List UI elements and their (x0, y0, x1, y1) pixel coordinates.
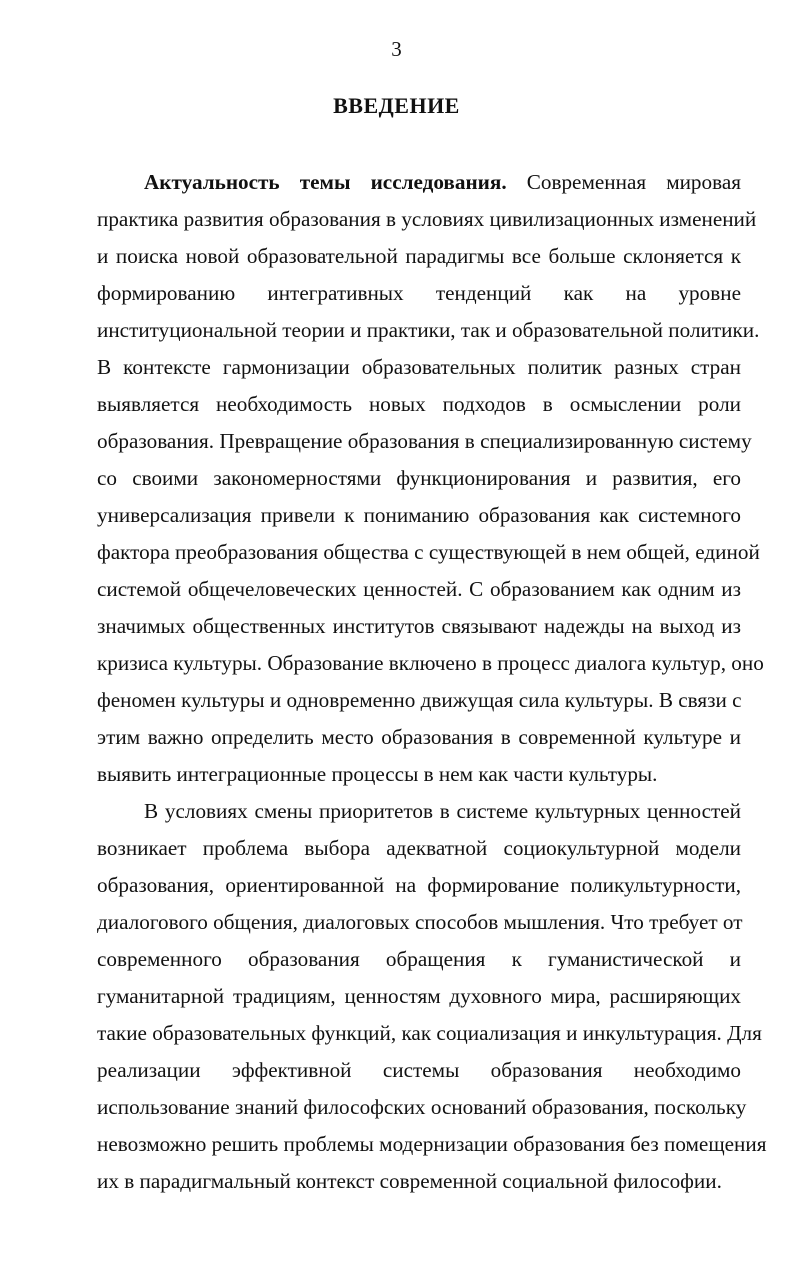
paragraph-line: образования, ориентированной на формирование поликультурности, (97, 873, 741, 897)
paragraph-line: фактора преобразования общества с существующей в нем общей, единой (97, 540, 760, 564)
page-title: ВВЕДЕНИЕ (333, 93, 460, 118)
paragraph-line: системой общечеловеческих ценностей. С образованием как одним из (97, 577, 741, 601)
paragraph-line: реализации эффективной системы образования необходимо (97, 1058, 741, 1082)
paragraph-line: и поиска новой образовательной парадигмы все больше склоняется к (97, 244, 741, 268)
paragraph-line: формированию интегративных тенденций как на уровне (97, 281, 741, 305)
paragraph-line: их в парадигмальный контекст современной социальной философии. (97, 1169, 722, 1193)
paragraph-line: использование знаний философских оснований образования, поскольку (97, 1095, 747, 1119)
paragraph-relevance (97, 164, 764, 793)
paragraph-line: этим важно определить место образования в современной культуре и (97, 725, 741, 749)
paragraph-lead: Актуальность темы исследования. (144, 170, 507, 194)
paragraph-line: институциональной теории и практики, так и образовательной политики. (97, 318, 760, 342)
paragraph-line: В контексте гармонизации образовательных политик разных стран (97, 355, 741, 379)
paragraph-line: феномен культуры и одновременно движущая сила культуры. В связи с (97, 688, 742, 712)
paragraph-line: невозможно решить проблемы модернизации образования без помещения (97, 1132, 767, 1156)
paragraph-line: практика развития образования в условиях цивилизационных изменений (97, 207, 757, 231)
page-number: 3 (391, 37, 402, 61)
paragraph-line: образования. Превращение образования в специализированную систему (97, 429, 752, 453)
paragraph-line: универсализация привели к пониманию образования как системного (97, 503, 741, 527)
paragraph-line: диалогового общения, диалоговых способов мышления. Что требует от (97, 910, 743, 934)
paragraph-values (97, 793, 767, 1200)
paragraph-line-text: Современная мировая (526, 170, 741, 194)
paragraph-line: кризиса культуры. Образование включено в процесс диалога культур, оно (97, 651, 764, 675)
paragraph-line: выявляется необходимость новых подходов в осмыслении роли (97, 392, 741, 416)
paragraph-line: выявить интеграционные процессы в нем как части культуры. (97, 762, 658, 786)
paragraph-line: возникает проблема выбора адекватной социокультурной модели (97, 836, 741, 860)
paragraph-line: гуманитарной традициям, ценностям духовного мира, расширяющих (97, 984, 741, 1008)
paragraph-line (97, 164, 741, 201)
paragraph-line: значимых общественных институтов связывают надежды на выход из (97, 614, 741, 638)
paragraph-line: со своими закономерностями функционирования и развития, его (97, 466, 741, 490)
paragraph-line: современного образования обращения к гуманистической и (97, 947, 741, 971)
paragraph-line: В условиях смены приоритетов в системе культурных ценностей (144, 799, 741, 823)
paragraph-line: такие образовательных функций, как социализация и инкультурация. Для (97, 1021, 762, 1045)
